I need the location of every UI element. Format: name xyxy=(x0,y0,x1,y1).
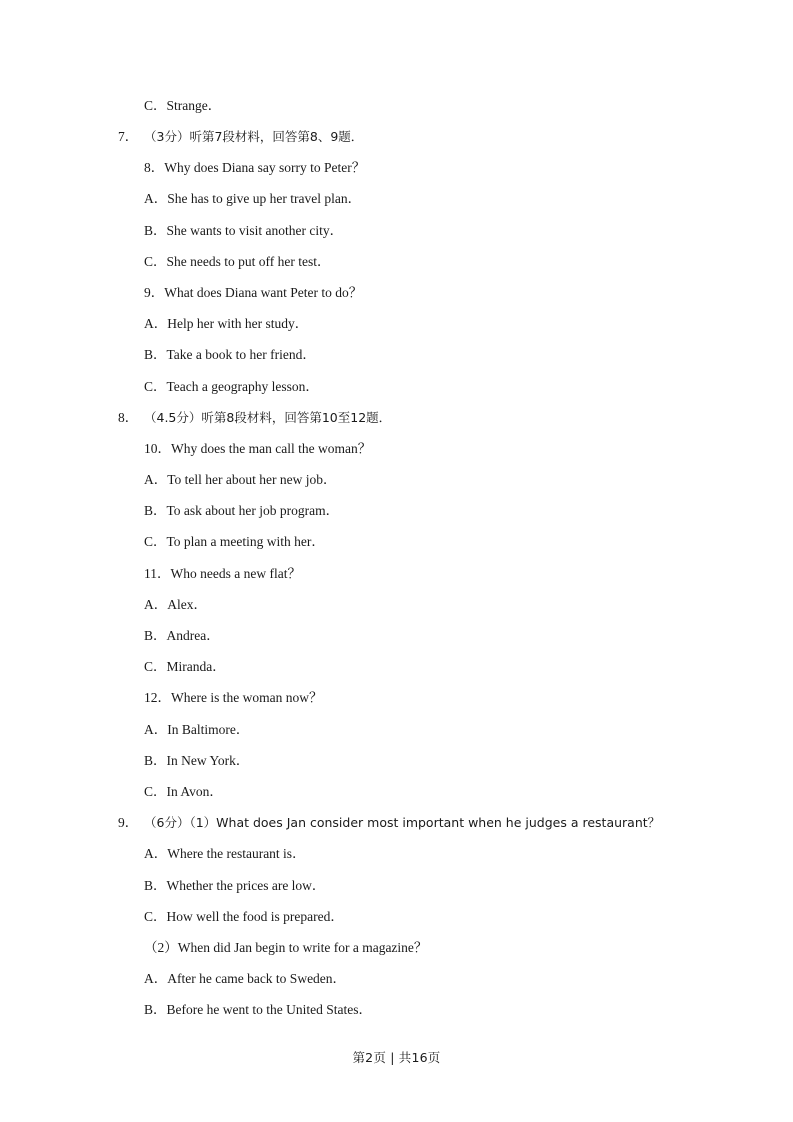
sub-question-text: 9．What does Diana want Peter to do？ xyxy=(144,284,363,300)
answer-option-line xyxy=(118,745,673,776)
answer-option-text: C．Strange． xyxy=(144,97,222,113)
answer-option-text: C．Miranda． xyxy=(144,659,226,675)
sub-question-text: 8．Why does Diana say sorry to Peter？ xyxy=(144,160,366,176)
answer-option-text: C．Teach a geography lesson． xyxy=(144,378,319,394)
answer-option-text: A．She has to give up her travel plan． xyxy=(144,191,362,207)
answer-option-line xyxy=(118,215,673,246)
sub-question-text: 10．Why does the man call the woman？ xyxy=(144,440,372,456)
sub-question-text: （2）When did Jan begin to write for a magazine？ xyxy=(144,939,428,955)
answer-option-line xyxy=(118,901,673,932)
answer-option-line xyxy=(118,90,673,121)
answer-option-line xyxy=(118,246,673,277)
question-line-inner xyxy=(118,411,391,425)
question-number: 9． xyxy=(118,815,139,831)
sub-question-line xyxy=(118,932,673,963)
answer-option-line xyxy=(118,184,673,215)
answer-option-line xyxy=(118,308,673,339)
answer-option-line xyxy=(118,776,673,807)
question-number: 7． xyxy=(118,129,139,145)
answer-option-line xyxy=(118,963,673,994)
page-footer: 第2页 | 共16页 xyxy=(352,1050,441,1065)
answer-option-line xyxy=(118,371,673,402)
sub-question-text: 11．Who needs a new flat？ xyxy=(144,565,301,581)
answer-option-text: B．She wants to visit another city． xyxy=(144,222,344,238)
answer-option-text: A．Where the restaurant is． xyxy=(144,846,306,862)
answer-option-text: B．Andrea． xyxy=(144,628,220,644)
sub-question-line xyxy=(118,433,673,464)
answer-option-text: A．To tell her about her new job． xyxy=(144,472,337,488)
question-list xyxy=(118,90,673,1026)
answer-option-line xyxy=(118,589,673,620)
answer-option-text: B．In New York． xyxy=(144,752,250,768)
question-text: （6分）（1）What does Jan consider most important when he judges a restaurant？ xyxy=(144,815,661,831)
question-text: （4.5分）听第8段材料，回答第10至12题． xyxy=(144,409,392,425)
answer-option-line xyxy=(118,651,673,682)
answer-option-text: A．In Baltimore． xyxy=(144,721,250,737)
question-line xyxy=(118,402,673,433)
answer-option-text: A．Alex． xyxy=(144,596,207,612)
sub-question-line xyxy=(118,152,673,183)
answer-option-line xyxy=(118,620,673,651)
question-line xyxy=(118,807,673,838)
sub-question-line xyxy=(118,277,673,308)
answer-option-line xyxy=(118,527,673,558)
answer-option-text: C．In Avon． xyxy=(144,783,223,799)
answer-option-text: B．Whether the prices are low． xyxy=(144,877,326,893)
answer-option-line xyxy=(118,994,673,1025)
answer-option-line xyxy=(118,839,673,870)
answer-option-text: A．After he came back to Sweden． xyxy=(144,971,347,987)
answer-option-text: A．Help her with her study． xyxy=(144,316,309,332)
sub-question-line xyxy=(118,683,673,714)
question-line xyxy=(118,121,673,152)
answer-option-line xyxy=(118,495,673,526)
question-number: 8． xyxy=(118,409,139,425)
answer-option-line xyxy=(118,464,673,495)
answer-option-text: C．How well the food is prepared． xyxy=(144,908,344,924)
answer-option-text: C．To plan a meeting with her． xyxy=(144,534,325,550)
question-line-inner xyxy=(118,816,660,830)
answer-option-text: B．Take a book to her friend． xyxy=(144,347,316,363)
question-line-inner xyxy=(118,130,363,144)
answer-option-text: B．To ask about her job program． xyxy=(144,503,340,519)
answer-option-line xyxy=(118,340,673,371)
answer-option-line xyxy=(118,714,673,745)
sub-question-text: 12．Where is the woman now？ xyxy=(144,690,323,706)
answer-option-text: C．She needs to put off her test． xyxy=(144,253,331,269)
question-text: （3分）听第7段材料，回答第8、9题． xyxy=(144,129,364,145)
sub-question-line xyxy=(118,558,673,589)
answer-option-text: B．Before he went to the United States． xyxy=(144,1002,372,1018)
answer-option-line xyxy=(118,870,673,901)
